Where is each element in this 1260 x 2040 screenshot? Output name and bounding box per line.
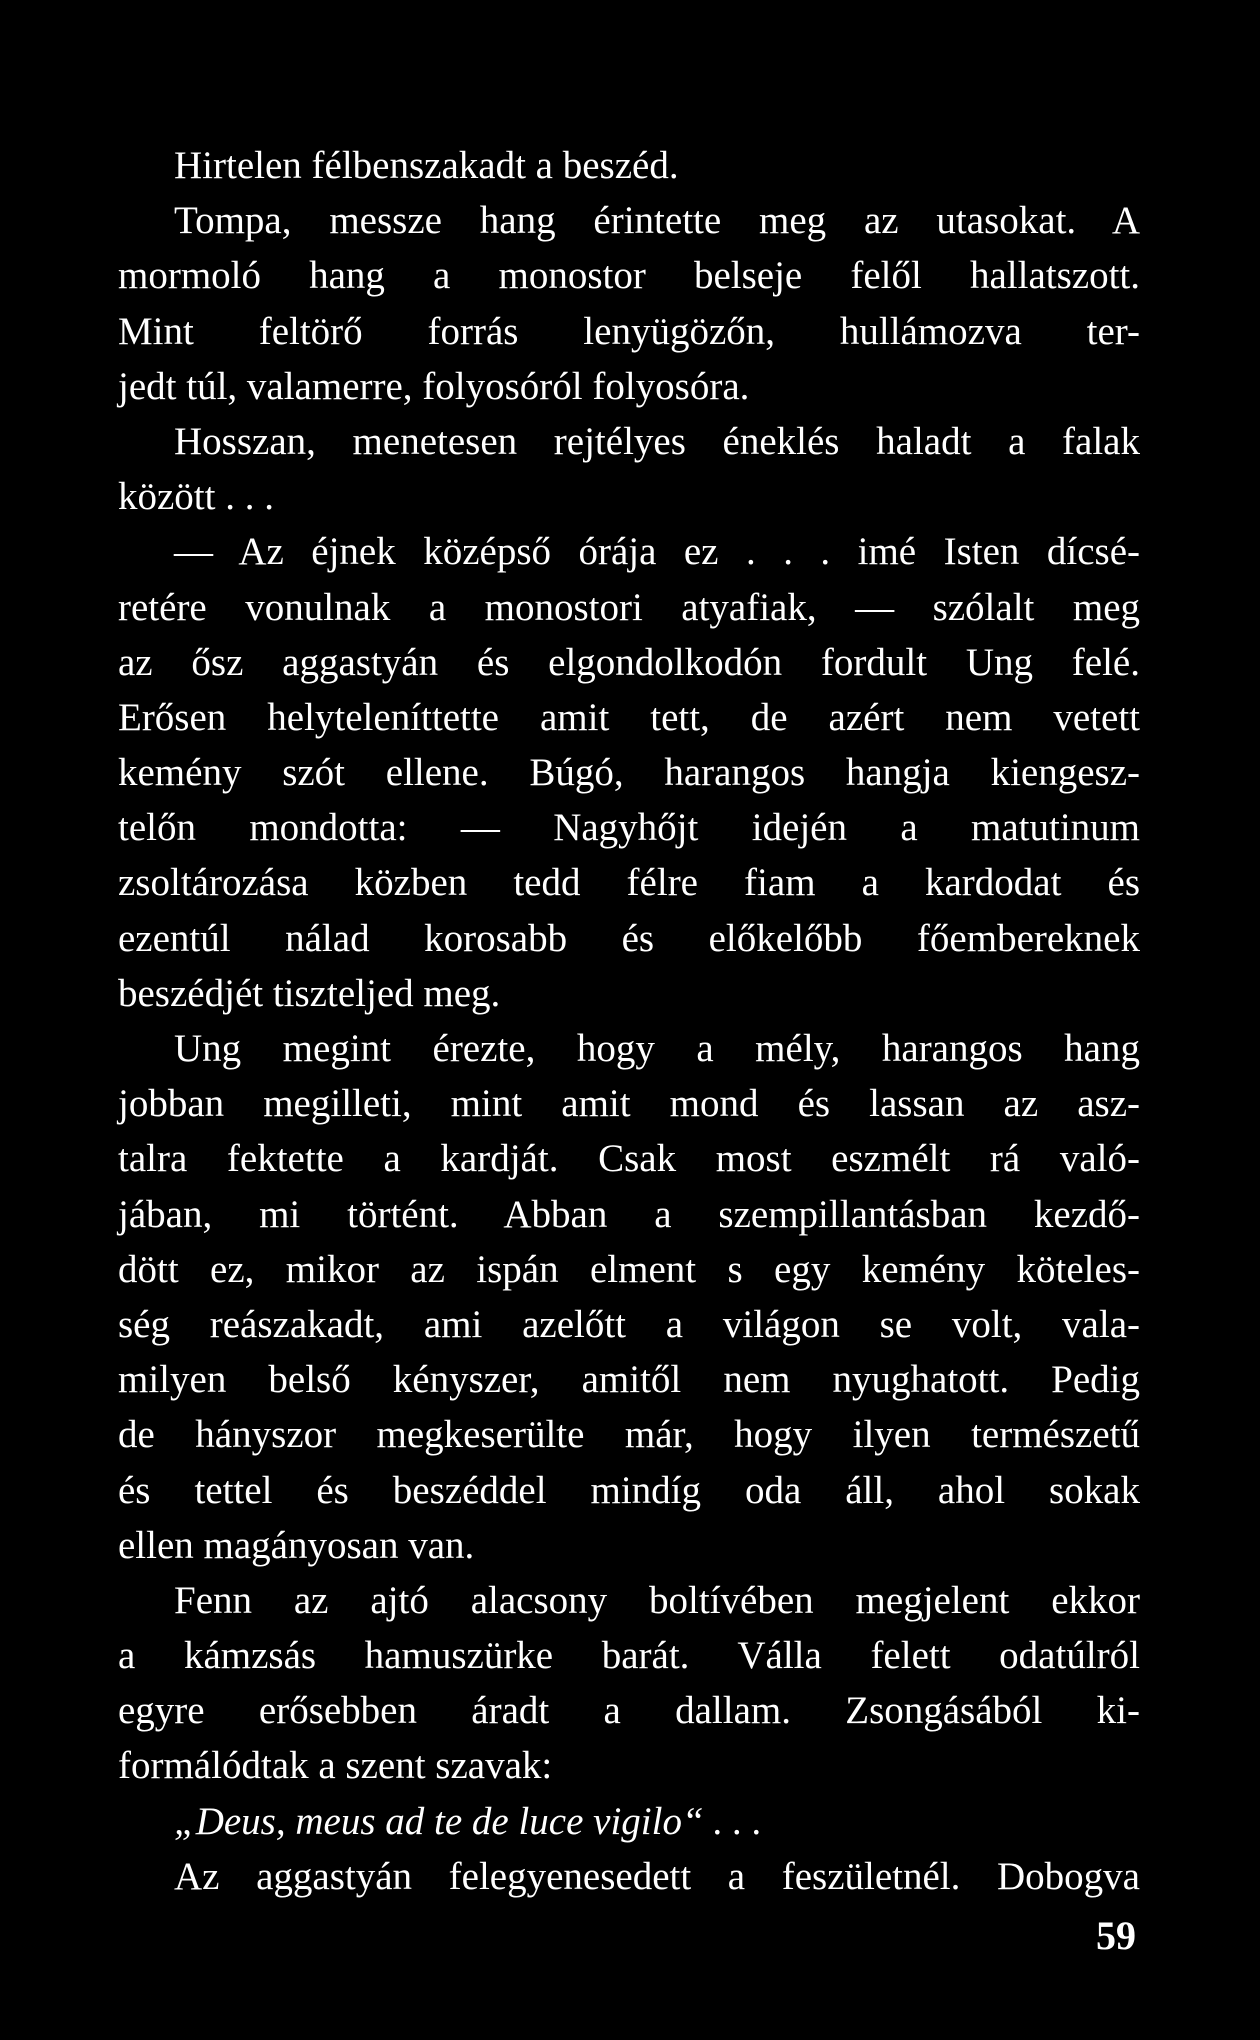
text-line: Hosszan, menetesen rejtélyes éneklés haladt a falak bbox=[174, 419, 1140, 463]
text-line: jobban megilleti, mint amit mond és lassan az asz- bbox=[118, 1082, 1140, 1126]
text-line: a kámzsás hamuszürke barát. Válla felett odatúlról bbox=[118, 1634, 1140, 1678]
text-line: Az aggastyán felegyenesedett a feszületnél. Dobogva bbox=[174, 1854, 1140, 1898]
text-line: zsoltározása közben tedd félre fiam a kardodat és bbox=[118, 861, 1140, 905]
text-line: dött ez, mikor az ispán elment s egy kemény köteles- bbox=[118, 1247, 1140, 1291]
text-line: jában, mi történt. Abban a szempillantásban kezdő- bbox=[118, 1192, 1140, 1236]
text-line: és tettel és beszéddel mindíg oda áll, ahol sokak bbox=[118, 1468, 1140, 1512]
text-line: jedt túl, valamerre, folyosóról folyosóra. bbox=[118, 364, 750, 408]
text-line: között . . . bbox=[118, 475, 274, 519]
page-text-block bbox=[118, 138, 1140, 1904]
text-line: mormoló hang a monostor belseje felől hallatszott. bbox=[118, 254, 1140, 298]
page-number: 59 bbox=[1096, 1913, 1136, 1958]
text-line: retére vonulnak a monostori atyafiak, — szólalt meg bbox=[118, 585, 1140, 629]
text-line: telőn mondotta: — Nagyhőjt idején a matutinum bbox=[118, 806, 1140, 850]
text-line: — Az éjnek középső órája ez . . . imé Isten dícsé- bbox=[174, 530, 1140, 574]
text-line: ellen magányosan van. bbox=[118, 1523, 475, 1567]
text-line: Ung megint érezte, hogy a mély, harangos hang bbox=[174, 1027, 1140, 1070]
text-line: talra fektette a kardját. Csak most eszmélt rá való- bbox=[118, 1137, 1140, 1181]
text-line: beszédjét tiszteljed meg. bbox=[118, 971, 501, 1015]
text-line: Tompa, messze hang érintette meg az utasokat. A bbox=[174, 199, 1140, 243]
latin-quote-line: „Deus, meus ad te de luce vigilo“ . . . bbox=[174, 1799, 763, 1843]
text-line: ezentúl nálad korosabb és előkelőbb főembereknek bbox=[118, 916, 1140, 960]
text-line: Fenn az ajtó alacsony boltívében megjelent ekkor bbox=[174, 1578, 1140, 1622]
text-line: kemény szót ellene. Búgó, harangos hangja kiengesz- bbox=[118, 751, 1140, 795]
text-line: Hirtelen félbenszakadt a beszéd. bbox=[174, 144, 679, 187]
text-line: milyen belső kényszer, amitől nem nyughatott. Pedig bbox=[118, 1358, 1140, 1402]
text-line: Erősen helyteleníttette amit tett, de azért nem vetett bbox=[118, 695, 1140, 739]
text-line: ség reászakadt, ami azelőtt a világon se volt, vala- bbox=[118, 1302, 1140, 1346]
text-line: formálódtak a szent szavak: bbox=[118, 1744, 553, 1788]
text-line: de hányszor megkeserülte már, hogy ilyen természetű bbox=[118, 1413, 1140, 1457]
text-line: az ősz aggastyán és elgondolkodón fordult Ung felé. bbox=[118, 640, 1140, 684]
text-line: egyre erősebben áradt a dallam. Zsongásából ki- bbox=[118, 1689, 1140, 1733]
text-line: Mint feltörő forrás lenyügözőn, hullámozva ter- bbox=[118, 309, 1140, 353]
